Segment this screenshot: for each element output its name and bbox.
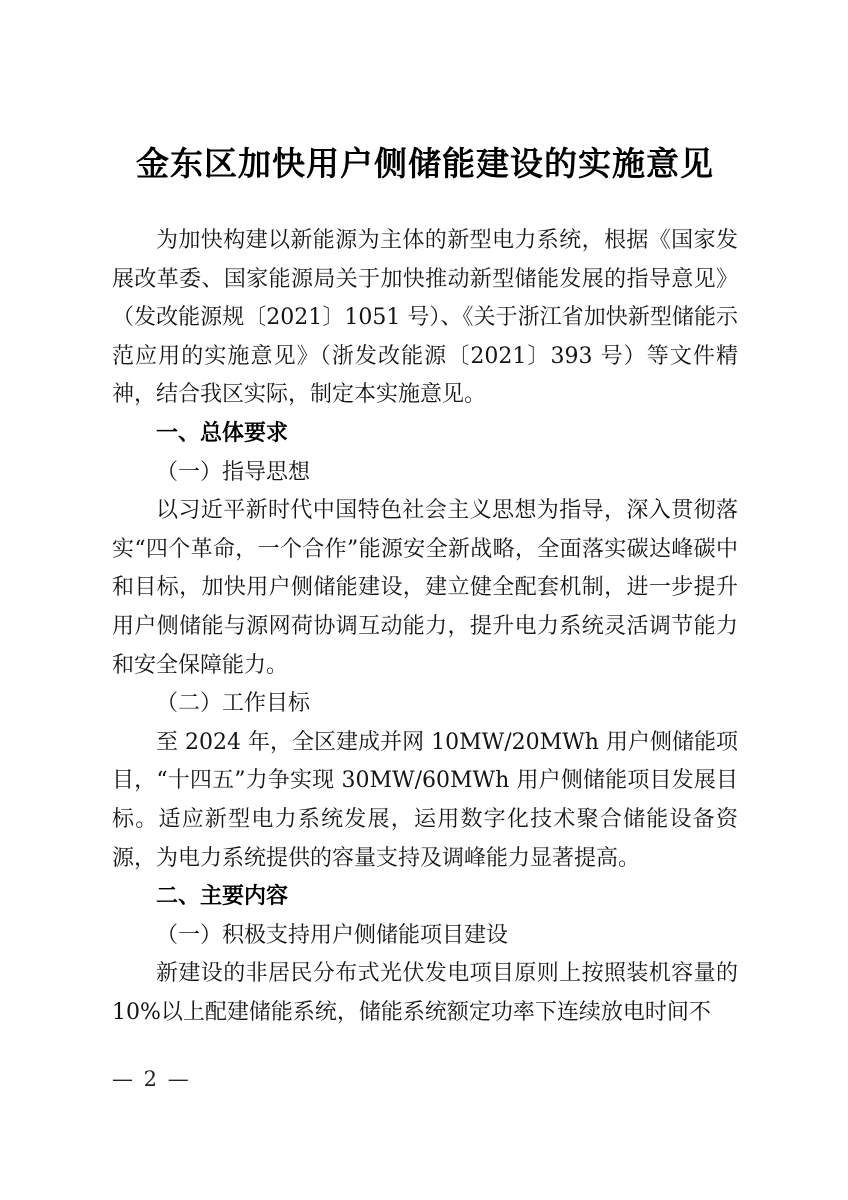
paragraph-guiding-ideology: 以习近平新时代中国特色社会主义思想为指导，深入贯彻落实“四个革命，一个合作”能源安全新战略，全面落实碳达峰碳中和目标，加快用户侧储能建设，建立健全配套机制，进一步提升用户侧储能与源网荷协调互动能力，提升电力系统灵活调节能力和安全保障能力。 [112, 498, 738, 678]
subsection-heading-support-projects: （一）积极支持用户侧储能项目建设 [156, 922, 509, 948]
section-heading-2: 二、主要内容 [156, 884, 289, 910]
section-heading-1: 一、总体要求 [156, 420, 289, 446]
document-content [112, 140, 738, 1032]
paragraph-support-projects: 新建设的非居民分布式光伏发电项目原则上按照装机容量的 10%以上配建储能系统，储能系统额定功率下连续放电时间不 [112, 961, 738, 1025]
subsection-heading-work-goals: （二）工作目标 [156, 691, 311, 717]
document-title: 金东区加快用户侧储能建设的实施意见 [136, 144, 714, 183]
subsection-heading-guiding-ideology: （一）指导思想 [156, 459, 311, 485]
paragraph-work-goals: 至 2024 年，全区建成并网 10MW/20MWh 用户侧储能项目，“十四五”力争实现 30MW/60MWh 用户侧储能项目发展目标。适应新型电力系统发展，运用数字化技术聚合储能设备资源，为电力系统提供的容量支持及调峰能力显著提高。 [112, 729, 738, 871]
page-number: — 2 — [112, 1067, 191, 1091]
paragraph-intro: 为加快构建以新能源为主体的新型电力系统，根据《国家发展改革委、国家能源局关于加快推动新型储能发展的指导意见》（发改能源规〔2021〕1051 号）、《关于浙江省加快新型储能示范应用的实施意见》（浙发改能源〔2021〕393 号）等文件精神，结合我区实际，制定本实施意见。 [112, 228, 738, 408]
